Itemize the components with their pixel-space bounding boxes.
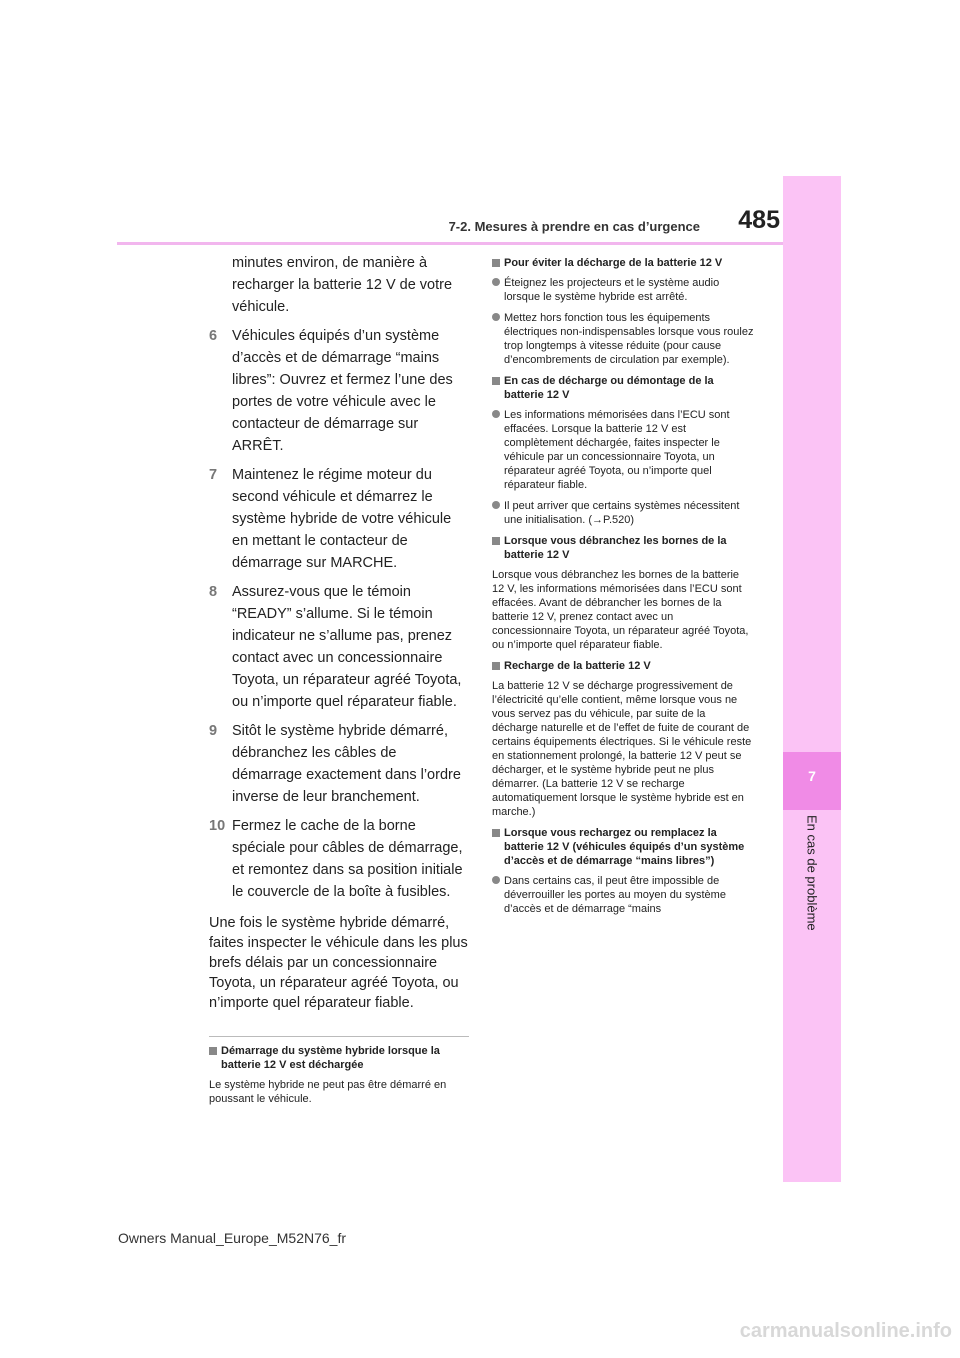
header-rule	[117, 242, 783, 245]
circle-bullet-icon	[492, 501, 500, 509]
footnote-text: Le système hybride ne peut pas être démarré en poussant le véhicule.	[209, 1079, 447, 1105]
watermark: carmanualsonline.info	[739, 1320, 952, 1342]
footnote	[209, 1044, 471, 1106]
page-number: 485	[738, 206, 780, 234]
note-heading: Lorsque vous rechargez ou remplacez la batterie 12 V (véhicules équipés d’un système d’accès et de démarrage “mains libres”)	[492, 826, 754, 868]
step-number: 6	[209, 328, 218, 344]
square-bullet-icon	[492, 829, 500, 837]
step-item	[209, 464, 469, 574]
step-text: Assurez-vous que le témoin “READY” s’allume. Si le témoin indicateur ne s’allume pas, prenez contact avec un concessionnaire Toyota, un réparateur agréé Toyota, ou n’importe quel réparateur fiable.	[232, 584, 462, 710]
circle-bullet-icon	[492, 876, 500, 884]
note-heading: Pour éviter la décharge de la batterie 12 V	[492, 256, 754, 270]
note-heading: Lorsque vous débranchez les bornes de la batterie 12 V	[492, 534, 754, 562]
square-bullet-icon	[492, 377, 500, 385]
step-text: minutes environ, de manière à recharger la batterie 12 V de votre véhicule.	[232, 255, 453, 315]
step-text: Véhicules équipés d’un système d’accès et de démarrage “mains libres”: Ouvrez et fermez l’une des portes de votre véhicule avec le contacteur de démarrage sur ARRÊT.	[232, 328, 453, 454]
note-bullet: Il peut arriver que certains systèmes nécessitent une initialisation. (→P.520)	[492, 499, 754, 527]
square-bullet-icon	[209, 1047, 217, 1055]
note-paragraph: La batterie 12 V se décharge progressivement de l’électricité qu’elle contient, même lorsque vous ne vous servez pas du véhicule, par suite de la décharge naturelle et de l’effet de fuite de courant de certains équipements électriques. Si le véhicule reste en stationnement prolongé, la batterie 12 V peut se décharger, et le système hybride peut ne plus démarrer. (La batterie 12 V se recharge automatiquement lorsque le système hybride est en marche.)	[492, 680, 752, 818]
chapter-side-tab	[783, 176, 841, 1182]
step-item	[209, 815, 469, 903]
left-column	[209, 252, 469, 1013]
document-id: Owners Manual_Europe_M52N76_fr	[118, 1230, 347, 1246]
step-text: Fermez le cache de la borne spéciale pour câbles de démarrage, et remontez dans sa position initiale le couvercle de la boîte à fusibles.	[232, 818, 463, 900]
footnote-divider	[209, 1036, 469, 1037]
step-number: 7	[209, 467, 218, 483]
closing-paragraph: Une fois le système hybride démarré, faites inspecter le véhicule dans les plus brefs délais par un concessionnaire Toyota, un réparateur agréé Toyota, ou n’importe quel réparateur fiable.	[209, 915, 468, 1011]
right-column	[492, 256, 754, 923]
square-bullet-icon	[492, 662, 500, 670]
step-number: 9	[209, 723, 218, 739]
chapter-number: 7	[808, 768, 816, 784]
section-title: 7-2. Mesures à prendre en cas d’urgence	[448, 219, 700, 234]
square-bullet-icon	[492, 537, 500, 545]
step-item	[209, 720, 469, 808]
note-bullet: Éteignez les projecteurs et le système audio lorsque le système hybride est arrêté.	[492, 276, 754, 304]
note-bullet: Les informations mémorisées dans l’ECU sont effacées. Lorsque la batterie 12 V est complètement déchargée, faites inspecter le véhicule par un concessionnaire Toyota, un réparateur agréé Toyota, ou n’importe quel réparateur fiable.	[492, 408, 754, 492]
step-text: Sitôt le système hybride démarré, débranchez les câbles de démarrage exactement dans l’ordre inverse de leur branchement.	[232, 723, 461, 805]
step-number: 10	[209, 818, 226, 834]
step-item	[209, 325, 469, 457]
chapter-label: En cas de problème	[804, 815, 820, 931]
note-bullet: Mettez hors fonction tous les équipements électriques non-indispensables lorsque vous roulez trop longtemps à vitesse réduite (pour cause d’encombrements de circulation par exemple).	[492, 311, 754, 367]
step-number: 8	[209, 584, 218, 600]
circle-bullet-icon	[492, 313, 500, 321]
circle-bullet-icon	[492, 278, 500, 286]
step-continuation	[209, 252, 469, 318]
step-item	[209, 581, 469, 713]
circle-bullet-icon	[492, 410, 500, 418]
note-paragraph: Lorsque vous débranchez les bornes de la batterie 12 V, les informations mémorisées dans l’ECU sont effacées. Avant de débrancher les bornes de la batterie 12 V, prenez contact avec un concessionnaire Toyota, un réparateur agréé Toyota, ou n’importe quel réparateur fiable.	[492, 569, 749, 651]
note-bullet: Dans certains cas, il peut être impossible de déverrouiller les portes au moyen du système d’accès et de démarrage “mains	[492, 874, 754, 916]
note-heading: En cas de décharge ou démontage de la batterie 12 V	[492, 374, 754, 402]
note-heading: Recharge de la batterie 12 V	[492, 659, 754, 673]
square-bullet-icon	[492, 259, 500, 267]
footnote-heading: Démarrage du système hybride lorsque la batterie 12 V est déchargée	[209, 1044, 471, 1072]
step-text: Maintenez le régime moteur du second véhicule et démarrez le système hybride de votre véhicule en mettant le contacteur de démarrage sur MARCHE.	[232, 467, 452, 571]
